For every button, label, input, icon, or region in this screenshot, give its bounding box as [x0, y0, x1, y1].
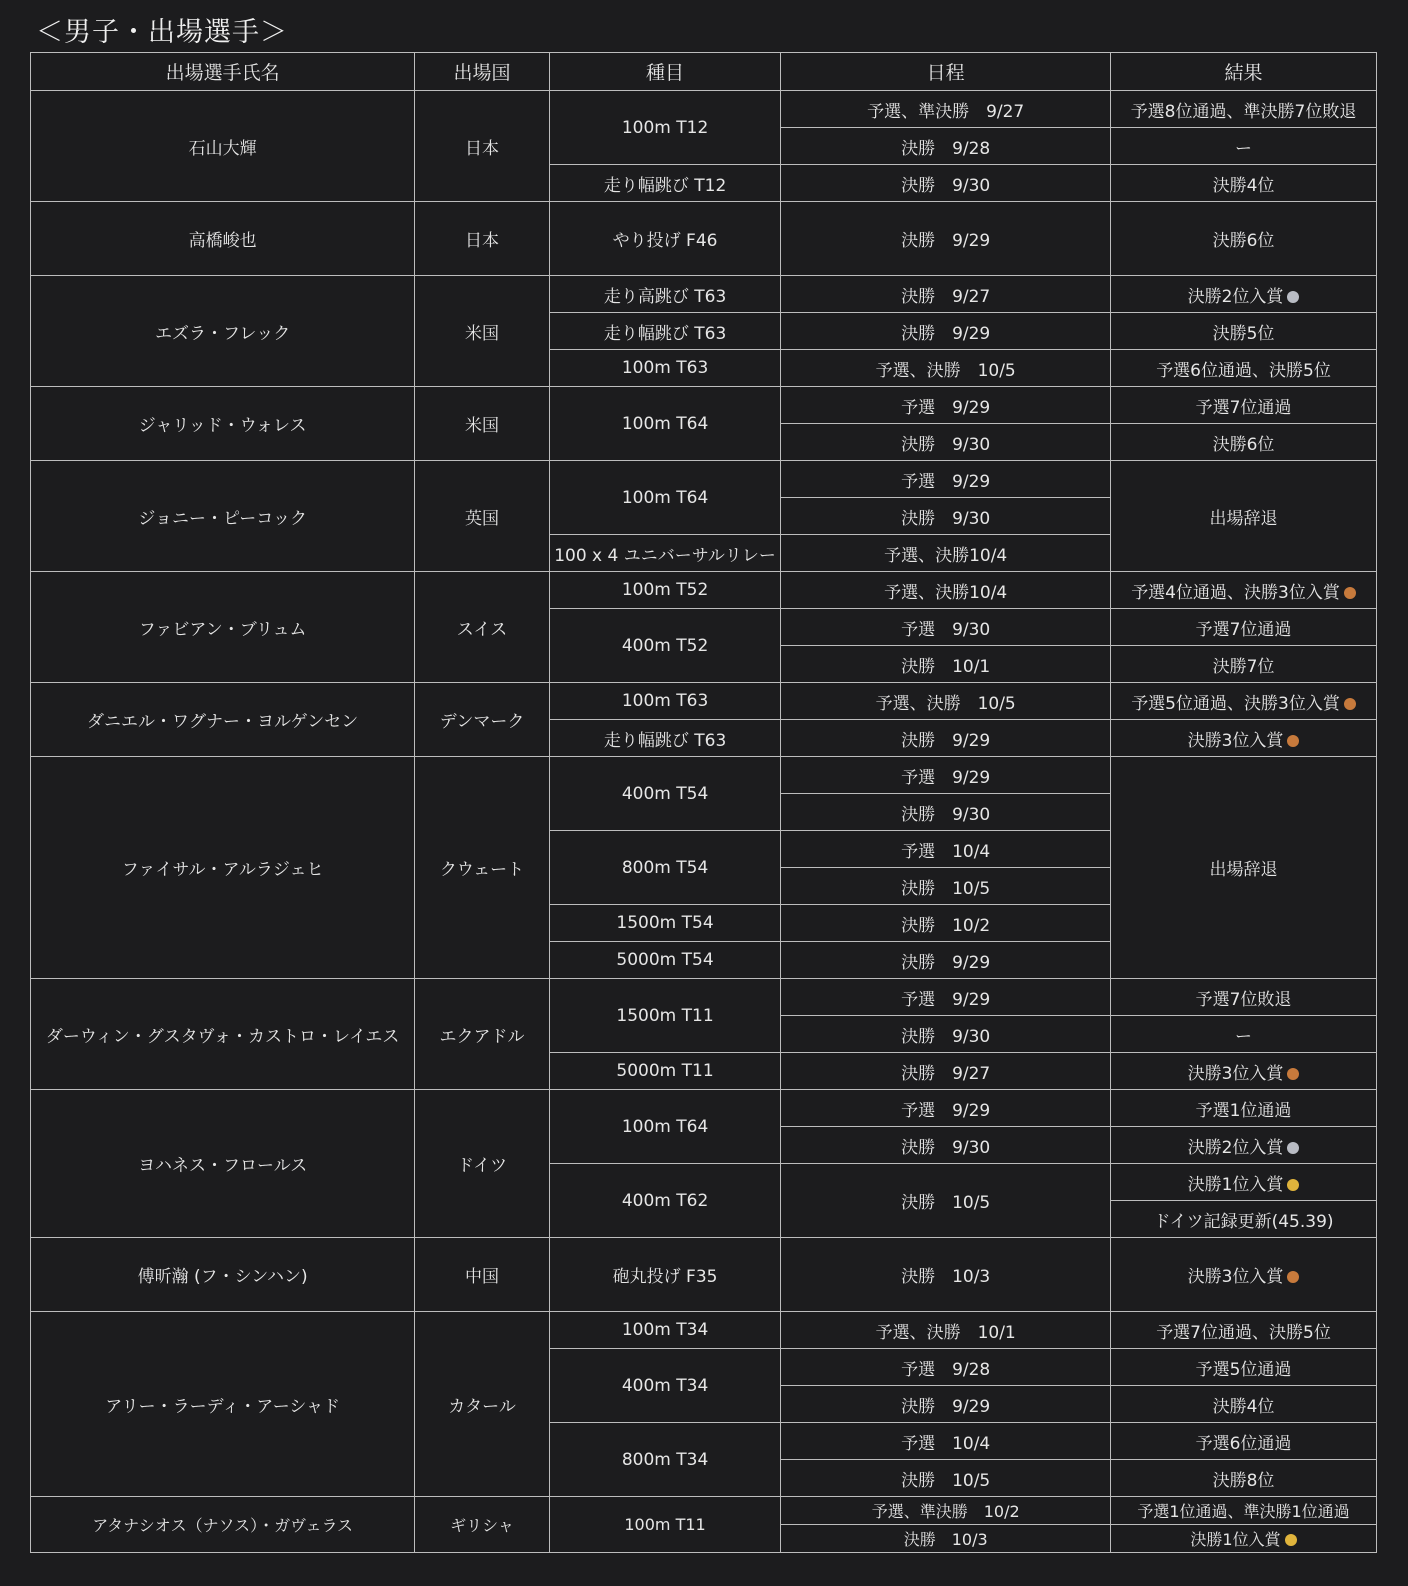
event-cell	[549, 1497, 781, 1553]
athlete-name-cell	[31, 461, 415, 572]
result-text: 予選6位通過	[1195, 1433, 1292, 1454]
gold-medal-icon	[1287, 1179, 1299, 1191]
event-cell	[549, 1423, 781, 1497]
result-text: 決勝1位入賞	[1190, 1530, 1281, 1549]
event-text: 100m T11	[624, 1515, 706, 1534]
result-cell	[1111, 1525, 1377, 1553]
table-row	[31, 1238, 1377, 1275]
silver-medal-icon	[1287, 1142, 1299, 1154]
result-cell	[1111, 572, 1377, 609]
event-text: 100 x 4 ユニバーサルリレー	[554, 545, 776, 566]
bronze-medal-icon	[1287, 1068, 1299, 1080]
result-cell	[1111, 646, 1377, 683]
schedule-text: 決勝 9/27	[901, 286, 991, 307]
header-name: 出場選手氏名	[31, 53, 415, 91]
bronze-medal-icon	[1287, 735, 1299, 747]
event-cell	[549, 387, 781, 461]
schedule-text: 予選、決勝 10/5	[875, 693, 1016, 714]
schedule-cell	[781, 905, 1111, 942]
result-text: 予選5位通過、決勝3位入賞	[1131, 693, 1340, 714]
event-text: 5000m T11	[616, 1061, 714, 1081]
athlete-name-cell	[31, 1238, 415, 1312]
event-cell	[549, 757, 781, 831]
result-cell	[1111, 1016, 1377, 1053]
athlete-name-text: 高橋峻也	[188, 231, 257, 251]
result-cell	[1111, 128, 1377, 165]
event-cell	[549, 1238, 781, 1312]
result-cell	[1111, 757, 1377, 979]
athlete-name-cell	[31, 387, 415, 461]
result-cell	[1111, 979, 1377, 1016]
event-text: 800m T54	[621, 857, 709, 878]
result-text: 決勝3位入賞	[1187, 1063, 1284, 1084]
schedule-text: 予選 9/29	[901, 471, 991, 492]
event-cell	[549, 202, 781, 276]
result-cell	[1111, 1497, 1377, 1525]
result-cell	[1111, 202, 1377, 276]
event-text: 800m T34	[621, 1449, 709, 1470]
schedule-text: 予選 9/29	[901, 397, 991, 418]
schedule-text: 決勝 9/29	[901, 231, 991, 251]
table-row	[31, 757, 1377, 794]
schedule-text: 決勝 10/3	[903, 1530, 988, 1549]
schedule-text: 決勝 9/28	[901, 138, 991, 159]
schedule-text: 予選 9/28	[901, 1359, 991, 1380]
schedule-cell	[781, 720, 1111, 757]
athlete-name-cell	[31, 757, 415, 979]
event-text: 100m T63	[621, 358, 709, 378]
schedule-cell	[781, 683, 1111, 720]
country-text: デンマーク	[439, 712, 525, 732]
result-cell	[1111, 91, 1377, 128]
result-cell	[1111, 313, 1377, 350]
schedule-cell	[781, 1016, 1111, 1053]
schedule-text: 予選、準決勝 10/2	[871, 1502, 1020, 1521]
event-cell	[549, 1312, 781, 1349]
result-text: 決勝1位入賞	[1187, 1174, 1284, 1195]
bronze-medal-icon	[1344, 587, 1356, 599]
athlete-name-cell	[31, 1312, 415, 1497]
result-text: ー	[1235, 1026, 1252, 1047]
result-text: 予選1位通過	[1195, 1100, 1292, 1121]
event-text: 400m T62	[621, 1190, 709, 1211]
silver-medal-icon	[1287, 291, 1299, 303]
country-text: 日本	[465, 231, 500, 251]
result-text: 決勝2位入賞	[1187, 1137, 1284, 1158]
result-cell	[1111, 165, 1377, 202]
schedule-text: 決勝 9/30	[901, 508, 991, 529]
result-text: 予選7位敗退	[1195, 989, 1292, 1010]
result-text: 予選8位通過、準決勝7位敗退	[1130, 101, 1357, 122]
event-text: 走り高跳び T63	[603, 286, 727, 307]
result-text: 決勝8位	[1212, 1470, 1275, 1491]
schedule-text: 決勝 10/5	[901, 878, 991, 899]
table-row	[31, 979, 1377, 1016]
schedule-text: 決勝 9/29	[901, 730, 991, 751]
event-cell	[549, 165, 781, 202]
athlete-name-cell	[31, 1090, 415, 1238]
country-cell	[415, 1090, 549, 1238]
result-cell	[1111, 461, 1377, 572]
schedule-cell	[781, 1423, 1111, 1460]
country-cell	[415, 387, 549, 461]
schedule-cell	[781, 535, 1111, 572]
schedule-text: 決勝 10/2	[901, 915, 991, 936]
athlete-name-text: ジャリッド・ウォレス	[138, 416, 307, 436]
country-text: カタール	[448, 1396, 516, 1417]
event-text: 走り幅跳び T12	[603, 175, 727, 196]
event-text: 5000m T54	[616, 950, 714, 970]
country-text: ドイツ	[456, 1156, 508, 1176]
athlete-name-text: 傅昕瀚 (フ・シンハン)	[137, 1267, 308, 1287]
country-cell	[415, 1312, 549, 1497]
result-cell	[1111, 1127, 1377, 1164]
country-cell	[415, 979, 549, 1090]
result-text: 決勝4位	[1212, 1396, 1275, 1417]
result-text: 予選7位通過	[1195, 619, 1292, 640]
event-text: 走り幅跳び T63	[603, 323, 727, 344]
athlete-name-cell	[31, 683, 415, 757]
schedule-text: 決勝 9/29	[901, 323, 991, 344]
result-text: 決勝4位	[1212, 175, 1275, 196]
table-row	[31, 1090, 1377, 1127]
country-text: 日本	[465, 138, 500, 159]
schedule-cell	[781, 1525, 1111, 1553]
result-text: 決勝2位入賞	[1187, 286, 1284, 307]
table-row	[31, 202, 1377, 239]
schedule-text: 決勝 9/30	[901, 804, 991, 825]
table-row	[31, 461, 1377, 498]
schedule-cell	[781, 1386, 1111, 1423]
schedule-text: 決勝 9/27	[901, 1063, 991, 1084]
results-table	[30, 52, 1377, 1553]
schedule-cell	[781, 794, 1111, 831]
result-cell	[1111, 609, 1377, 646]
schedule-cell	[781, 313, 1111, 350]
result-text: 予選5位通過	[1195, 1359, 1292, 1380]
gold-medal-icon	[1285, 1534, 1297, 1546]
result-text: ドイツ記録更新(45.39)	[1153, 1211, 1334, 1232]
schedule-cell	[781, 498, 1111, 535]
schedule-text: 予選、準決勝 9/27	[867, 101, 1025, 122]
country-cell	[415, 202, 549, 276]
schedule-text: 予選 9/30	[901, 619, 991, 640]
result-text: 決勝3位入賞	[1187, 730, 1284, 751]
event-text: やり投げ F46	[612, 231, 718, 251]
country-cell	[415, 1497, 549, 1553]
result-text: 予選1位通過、準決勝1位通過	[1137, 1502, 1350, 1521]
schedule-text: 予選 9/29	[901, 767, 991, 788]
athlete-name-cell	[31, 202, 415, 276]
schedule-text: 予選、決勝 10/5	[875, 360, 1016, 381]
bronze-medal-icon	[1344, 698, 1356, 710]
country-text: スイス	[456, 619, 508, 640]
country-cell	[415, 276, 549, 387]
event-cell	[549, 942, 781, 979]
result-cell	[1111, 1164, 1377, 1201]
event-text: 100m T63	[621, 691, 709, 711]
result-cell	[1111, 1090, 1377, 1127]
result-text: 出場辞退	[1209, 860, 1278, 880]
result-cell	[1111, 1349, 1377, 1386]
schedule-cell	[781, 1312, 1111, 1349]
schedule-text: 予選、決勝10/4	[884, 582, 1008, 603]
result-text: 決勝3位入賞	[1187, 1267, 1284, 1287]
result-cell	[1111, 1053, 1377, 1090]
athlete-name-cell	[31, 276, 415, 387]
result-cell	[1111, 350, 1377, 387]
schedule-cell	[781, 1238, 1111, 1312]
event-text: 100m T64	[621, 413, 709, 434]
schedule-cell	[781, 979, 1111, 1016]
result-text: 決勝6位	[1212, 231, 1275, 251]
schedule-cell	[781, 831, 1111, 868]
event-cell	[549, 91, 781, 165]
result-text: 決勝7位	[1212, 656, 1275, 677]
schedule-text: 決勝 9/29	[901, 1396, 991, 1417]
event-cell	[549, 572, 781, 609]
result-text: 予選7位通過、決勝5位	[1156, 1322, 1331, 1343]
schedule-cell	[781, 1053, 1111, 1090]
table-row	[31, 1497, 1377, 1525]
header-schedule: 日程	[781, 53, 1111, 91]
event-text: 100m T52	[621, 580, 709, 600]
athlete-name-text: ファビアン・ブリュム	[138, 619, 307, 640]
schedule-cell	[781, 1460, 1111, 1497]
athlete-name-text: エズラ・フレック	[155, 323, 291, 344]
schedule-cell	[781, 1497, 1111, 1525]
schedule-cell	[781, 757, 1111, 794]
event-cell	[549, 609, 781, 683]
schedule-text: 予選 10/4	[901, 841, 991, 862]
athlete-name-cell	[31, 1497, 415, 1553]
schedule-cell	[781, 276, 1111, 313]
table-row	[31, 276, 1377, 313]
schedule-text: 予選 9/29	[901, 989, 991, 1010]
schedule-text: 予選 9/29	[901, 1100, 991, 1121]
result-text: 決勝6位	[1212, 434, 1275, 455]
schedule-cell	[781, 1090, 1111, 1127]
result-cell	[1111, 1312, 1377, 1349]
schedule-cell	[781, 1127, 1111, 1164]
event-cell	[549, 350, 781, 387]
schedule-cell	[781, 91, 1111, 128]
event-text: 100m T12	[621, 117, 709, 138]
event-cell	[549, 979, 781, 1053]
country-text: クウェート	[439, 860, 525, 880]
country-cell	[415, 1238, 549, 1312]
event-text: 走り幅跳び T63	[603, 730, 727, 751]
athlete-name-text: ジョニー・ピーコック	[138, 508, 307, 529]
result-text: ー	[1235, 138, 1252, 159]
result-cell	[1111, 683, 1377, 720]
event-cell	[549, 313, 781, 350]
country-text: 中国	[465, 1267, 500, 1287]
schedule-text: 決勝 10/5	[901, 1470, 991, 1491]
table-row	[31, 683, 1377, 720]
bronze-medal-icon	[1287, 1271, 1299, 1283]
result-text: 予選4位通過、決勝3位入賞	[1131, 582, 1340, 603]
country-text: 米国	[465, 416, 500, 436]
athlete-name-cell	[31, 979, 415, 1090]
athlete-name-cell	[31, 572, 415, 683]
event-text: 砲丸投げ F35	[612, 1267, 718, 1287]
schedule-text: 予選 10/4	[901, 1433, 991, 1454]
country-text: 英国	[465, 508, 500, 529]
table-row	[31, 387, 1377, 424]
schedule-text: 決勝 10/1	[901, 656, 991, 677]
event-cell	[549, 1164, 781, 1238]
header-event: 種目	[549, 53, 781, 91]
table-row	[31, 1312, 1377, 1349]
result-cell	[1111, 1238, 1377, 1312]
event-text: 100m T64	[621, 1116, 709, 1137]
event-text: 100m T34	[621, 1320, 709, 1340]
schedule-text: 決勝 9/30	[901, 434, 991, 455]
athlete-name-text: ダニエル・ワグナー・ヨルゲンセン	[86, 712, 359, 732]
event-cell	[549, 276, 781, 313]
result-text: 予選6位通過、決勝5位	[1156, 360, 1331, 381]
country-text: エクアドル	[439, 1026, 525, 1047]
athlete-name-cell	[31, 91, 415, 202]
table-row	[31, 91, 1377, 128]
schedule-cell	[781, 868, 1111, 905]
country-text: ギリシャ	[450, 1516, 514, 1535]
header-result: 結果	[1111, 53, 1377, 91]
event-cell	[549, 535, 781, 572]
result-cell	[1111, 1423, 1377, 1460]
schedule-cell	[781, 942, 1111, 979]
athlete-name-text: アリー・ラーディ・アーシャド	[105, 1396, 341, 1417]
schedule-cell	[781, 646, 1111, 683]
event-cell	[549, 1090, 781, 1164]
event-cell	[549, 720, 781, 757]
result-cell	[1111, 1386, 1377, 1423]
schedule-cell	[781, 461, 1111, 498]
athlete-name-text: ファイサル・アルラジェヒ	[121, 860, 324, 880]
athlete-name-text: 石山大輝	[188, 138, 257, 159]
schedule-cell	[781, 424, 1111, 461]
result-cell	[1111, 387, 1377, 424]
schedule-cell	[781, 128, 1111, 165]
schedule-cell	[781, 1349, 1111, 1386]
event-text: 400m T52	[621, 635, 709, 656]
event-cell	[549, 683, 781, 720]
schedule-text: 決勝 9/30	[901, 175, 991, 196]
schedule-cell	[781, 202, 1111, 276]
country-cell	[415, 91, 549, 202]
table-header-row	[31, 53, 1377, 91]
schedule-text: 決勝 9/30	[901, 1026, 991, 1047]
event-text: 400m T54	[621, 783, 709, 804]
athlete-name-text: アタナシオス（ナソス）・ガヴェラス	[92, 1516, 354, 1535]
schedule-cell	[781, 1164, 1111, 1238]
country-text: 米国	[465, 323, 500, 344]
event-cell	[549, 1053, 781, 1090]
schedule-cell	[781, 350, 1111, 387]
country-cell	[415, 757, 549, 979]
page-title: ＜男子・出場選手＞	[36, 17, 288, 48]
table-row	[31, 572, 1377, 609]
schedule-cell	[781, 609, 1111, 646]
schedule-text: 予選、決勝 10/1	[875, 1322, 1016, 1343]
header-country: 出場国	[415, 53, 549, 91]
result-cell	[1111, 276, 1377, 313]
event-cell	[549, 905, 781, 942]
schedule-text: 予選、決勝10/4	[884, 545, 1008, 566]
country-cell	[415, 683, 549, 757]
result-text: 出場辞退	[1209, 508, 1278, 529]
event-text: 400m T34	[621, 1375, 709, 1396]
schedule-cell	[781, 387, 1111, 424]
result-cell	[1111, 424, 1377, 461]
country-cell	[415, 572, 549, 683]
result-cell	[1111, 1460, 1377, 1497]
table-body	[31, 91, 1377, 1553]
country-cell	[415, 461, 549, 572]
result-cell	[1111, 1201, 1377, 1238]
result-text: 決勝5位	[1212, 323, 1275, 344]
schedule-cell	[781, 165, 1111, 202]
schedule-text: 決勝 10/3	[901, 1267, 991, 1287]
event-cell	[549, 461, 781, 535]
event-text: 1500m T11	[616, 1005, 714, 1026]
event-cell	[549, 831, 781, 905]
schedule-text: 決勝 9/29	[901, 952, 991, 973]
result-text: 予選7位通過	[1195, 397, 1292, 418]
event-cell	[549, 1349, 781, 1423]
schedule-cell	[781, 572, 1111, 609]
schedule-text: 決勝 9/30	[901, 1137, 991, 1158]
event-text: 100m T64	[621, 487, 709, 508]
athlete-name-text: ヨハネス・フロールス	[138, 1156, 308, 1176]
event-text: 1500m T54	[616, 913, 714, 933]
athlete-name-text: ダーウィン・グスタヴォ・カストロ・レイエス	[45, 1026, 400, 1047]
result-cell	[1111, 720, 1377, 757]
schedule-text: 決勝 10/5	[901, 1193, 991, 1213]
